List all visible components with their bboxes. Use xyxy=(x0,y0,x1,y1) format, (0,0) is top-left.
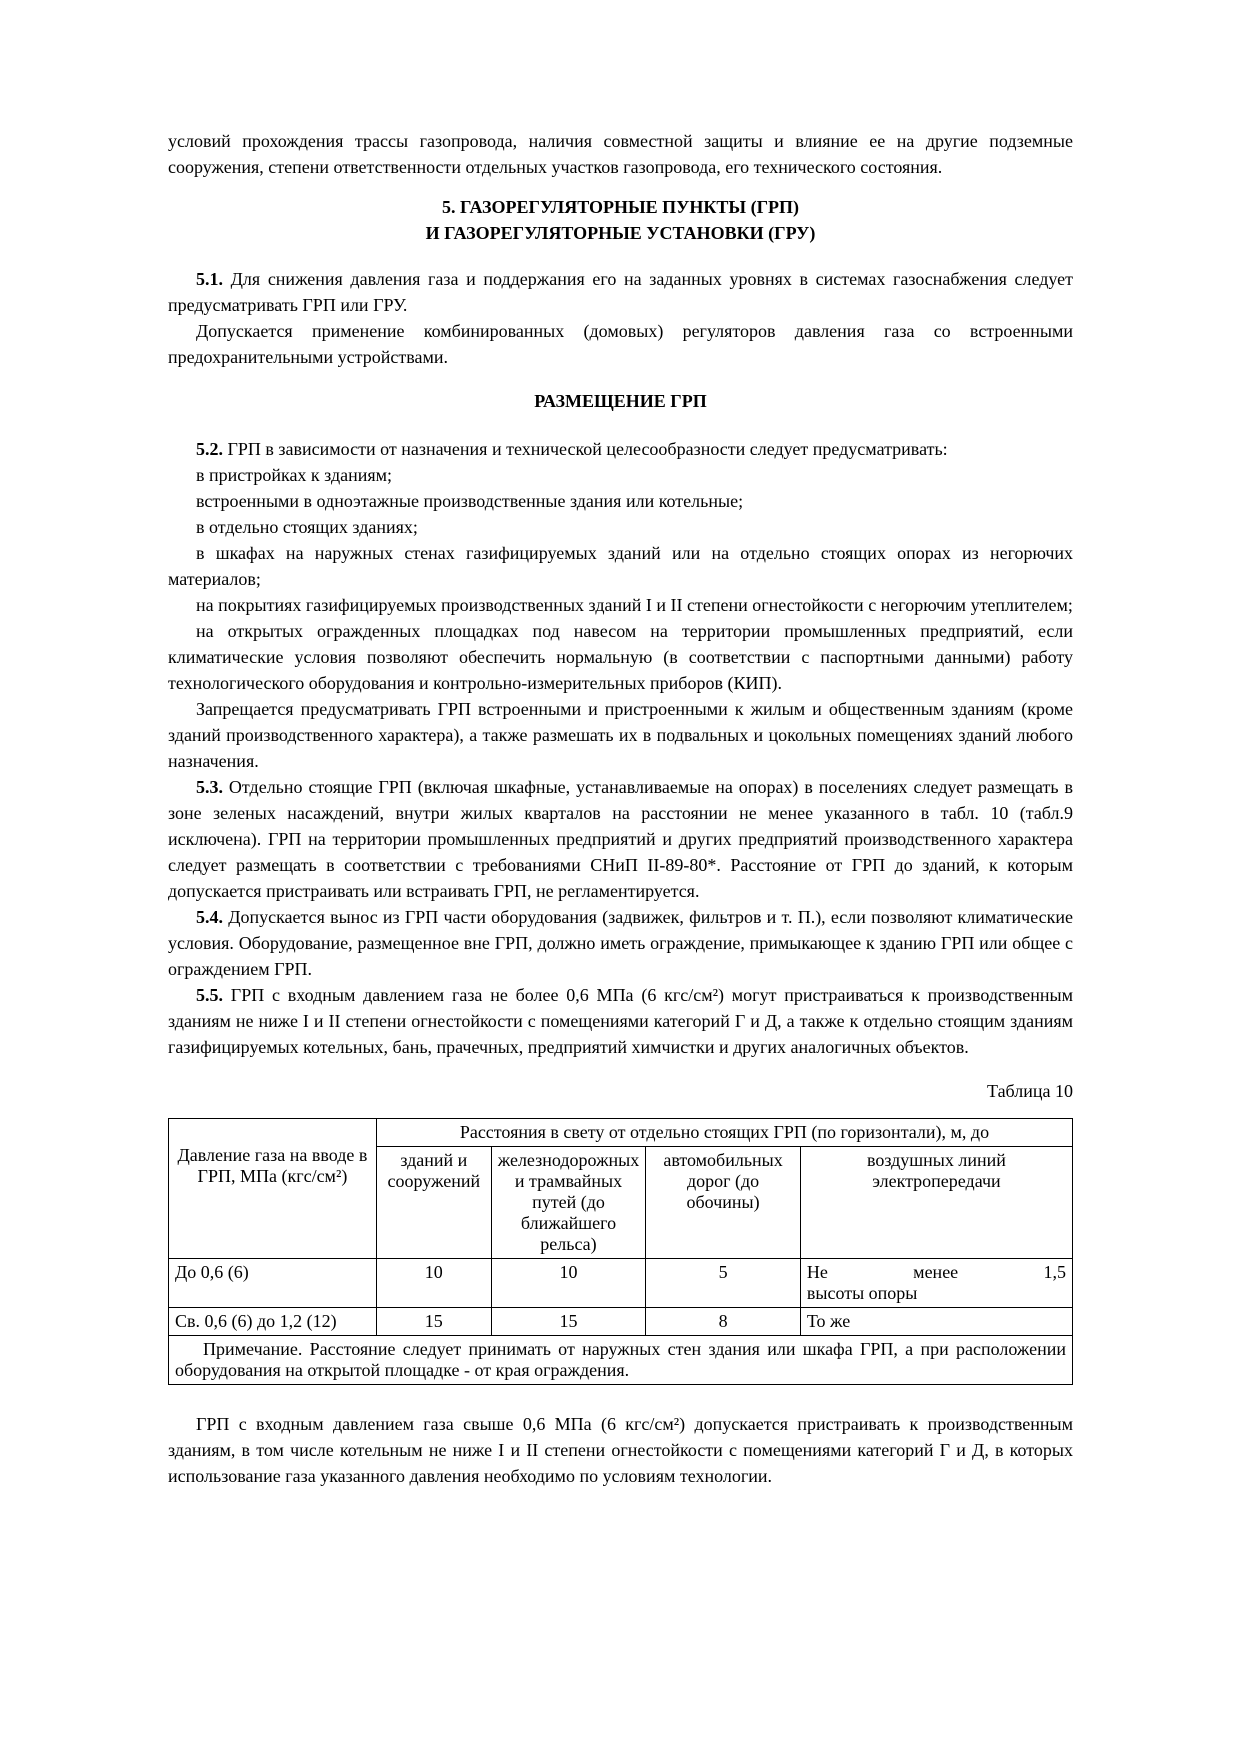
clause-5-5-text: ГРП с входным давлением газа не более 0,6 МПа (6 кгс/см²) могут пристраиваться к производственным зданиям не ниже I и II степени огнестойкости с помещениями категорий Г и Д, а также к отдельно стоящим зданиям газифицируемых котельных, бань, прачечных, предприятий химчистки и других аналогичных объектов. xyxy=(168,985,1074,1057)
stub-header-cell: Давление газа на вводе в ГРП, МПа (кгс/см²) xyxy=(169,1119,377,1259)
clause-5-1-text: Для снижения давления газа и поддержания его на заданных уровнях в системах газоснабжения следует предусматривать ГРП или ГРУ. xyxy=(168,269,1073,315)
span-header-cell: Расстояния в свету от отдельно стоящих ГРП (по горизонтали), м, до xyxy=(376,1119,1072,1147)
table-caption: Таблица 10 xyxy=(987,1081,1073,1101)
row-2-roads-value: 8 xyxy=(646,1308,801,1336)
row-2-railways-value: 15 xyxy=(491,1308,646,1336)
row-1-power-lines-value xyxy=(800,1259,1072,1308)
col-header-power-lines: воздушных линий электропередачи xyxy=(800,1147,1072,1259)
clause-5-2-prohibition: Запрещается предусматривать ГРП встроенными и пристроенными к жилым и общественным зданиям (кроме зданий производственного характера), а также размешать их в подвальных и цокольных помещениях зданий любого назначения. xyxy=(168,699,1073,771)
clause-5-2-item-3: в отдельно стоящих зданиях; xyxy=(196,517,418,537)
clause-5-5-number: 5.5. xyxy=(196,985,223,1005)
table-note: Примечание. Расстояние следует принимать от наружных стен здания или шкафа ГРП, а при расположении оборудования на открытой площадке - от края ограждения. xyxy=(169,1336,1073,1385)
clause-5-4-number: 5.4. xyxy=(196,907,223,927)
table-data-row-2 xyxy=(169,1308,1073,1336)
table-note-row xyxy=(169,1336,1073,1385)
continuation-paragraph: условий прохождения трассы газопровода, наличия совместной защиты и влияние ее на другие подземные сооружения, степени ответственности отдельных участков газопровода, его технического состояния. xyxy=(168,131,1073,177)
col-header-railways: железнодорожных и трамвайных путей (до ближайшего рельса) xyxy=(491,1147,646,1259)
clause-5-3 xyxy=(168,774,1073,904)
clause-5-1-addition: Допускается применение комбинированных (домовых) регуляторов давления газа со встроенными предохранительными устройствами. xyxy=(168,321,1073,367)
clause-5-1-number: 5.1. xyxy=(196,269,223,289)
clause-5-4-text: Допускается вынос из ГРП части оборудования (задвижек, фильтров и т. П.), если позволяют климатические условия. Оборудование, размещенное вне ГРП, должно иметь ограждение, примыкающее к зданию ГРП или общее с ограждением ГРП. xyxy=(168,907,1073,979)
row-1-pressure-label: До 0,6 (6) xyxy=(169,1259,377,1308)
closing-paragraph: ГРП с входным давлением газа свыше 0,6 МПа (6 кгс/см²) допускается пристраивать к производственным зданиям, в том числе котельным не ниже I и II степени огнестойкости с помещениями категорий Г и Д, в которых использование газа указанного давления необходимо по условиям технологии. xyxy=(168,1414,1073,1486)
row-1-buildings-value: 10 xyxy=(376,1259,491,1308)
col-header-buildings: зданий и сооружений xyxy=(376,1147,491,1259)
clause-5-3-number: 5.3. xyxy=(196,777,223,797)
clause-5-5 xyxy=(168,982,1073,1060)
row-2-power-lines-value: То же xyxy=(800,1308,1072,1336)
row-1-railways-value: 10 xyxy=(491,1259,646,1308)
clause-5-1 xyxy=(168,266,1073,318)
clause-5-4 xyxy=(168,904,1073,982)
row-1-roads-value: 5 xyxy=(646,1259,801,1308)
clause-5-3-text: Отдельно стоящие ГРП (включая шкафные, устанавливаемые на опорах) в поселениях следует размещать в зоне зеленых насаждений, внутри жилых кварталов на расстоянии не менее указанного в табл. 10 (табл.9 исключена). ГРП на территории промышленных предприятий и других предприятий производственного характера следует размещать в соответствии с требованиями СНиП II-89-80*. Расстояние от ГРП до зданий, к которым допускается пристраивать или встраивать ГРП, не регламентируется. xyxy=(168,777,1073,901)
grp-distances-table xyxy=(168,1118,1073,1385)
clause-5-2-item-1: в пристройках к зданиям; xyxy=(196,465,393,485)
table-data-row-1 xyxy=(169,1259,1073,1308)
col-header-roads: автомобильных дорог (до обочины) xyxy=(646,1147,801,1259)
clause-5-2-number: 5.2. xyxy=(196,439,223,459)
clause-5-2-item-4: в шкафах на наружных стенах газифицируемых зданий или на отдельно стоящих опорах из негорючих материалов; xyxy=(168,543,1073,589)
placement-subheading: РАЗМЕЩЕНИЕ ГРП xyxy=(534,391,707,411)
row-1-power-lines-line-2: высоты опоры xyxy=(806,1283,918,1303)
clause-5-2-item-5: на покрытиях газифицируемых производственных зданий I и II степени огнестойкости с негорючим утеплителем; xyxy=(196,595,1073,615)
clause-5-2-item-2: встроенными в одноэтажные производственные здания или котельные; xyxy=(196,491,744,511)
clause-5-2 xyxy=(168,436,1073,462)
row-1-power-lines-line-1: Не менее 1,5 xyxy=(806,1262,1066,1282)
section-heading xyxy=(168,194,1073,246)
row-2-buildings-value: 15 xyxy=(376,1308,491,1336)
clause-5-2-text: ГРП в зависимости от назначения и технической целесообразности следует предусматривать: xyxy=(227,439,948,459)
clause-5-2-item-6: на открытых огражденных площадках под навесом на территории промышленных предприятий, если климатические условия позволяют обеспечить нормальную (в соответствии с паспортными данными) работу технологического оборудования и контрольно-измерительных приборов (КИП). xyxy=(168,621,1073,693)
table-header-row-1 xyxy=(169,1119,1073,1147)
section-heading-line-1: 5. ГАЗОРЕГУЛЯТОРНЫЕ ПУНКТЫ (ГРП) xyxy=(441,197,800,217)
section-heading-line-2: И ГАЗОРЕГУЛЯТОРНЫЕ УСТАНОВКИ (ГРУ) xyxy=(425,223,816,243)
row-2-pressure-label: Св. 0,6 (6) до 1,2 (12) xyxy=(169,1308,377,1336)
